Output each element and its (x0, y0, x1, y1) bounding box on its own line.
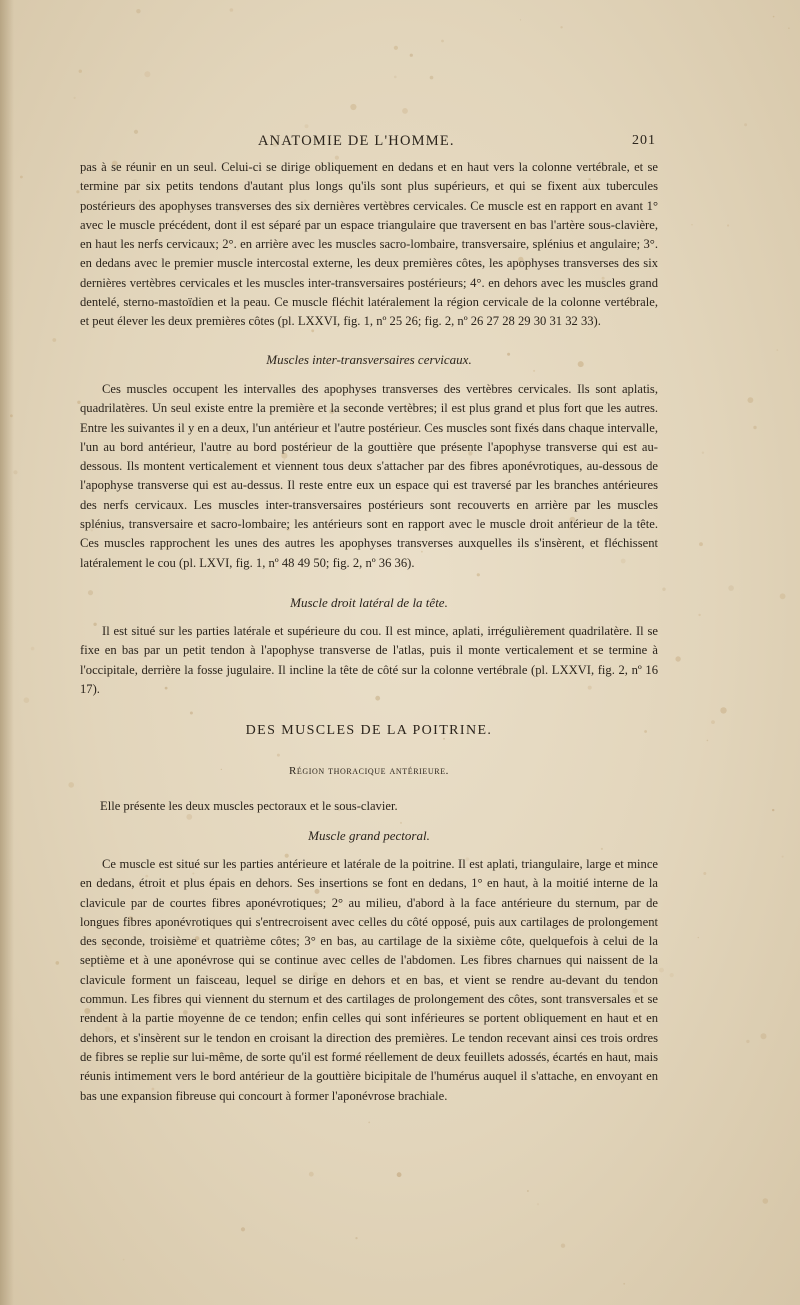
section-heading-inter-transversaires: Muscles inter-transversaires cervicaux. (266, 352, 472, 367)
chapter-heading-poitrine: DES MUSCLES DE LA POITRINE. (245, 723, 493, 738)
page-header (0, 133, 800, 155)
region-heading-thoracique: Région thoracique antérieure. (288, 765, 450, 777)
running-title: ANATOMIE DE L'HOMME. (258, 133, 455, 149)
page-number: 201 (632, 133, 656, 148)
paragraph-scalene-continuation: pas à se réunir en un seul. Celui-ci se dirige obliquement en dedans et en haut vers la colonne vertébrale, et se termine par six petits tendons d'autant plus longs qu'ils sont plus supérieurs, et qui se fixent aux tubercules postérieurs des apophyses transverses des six dernières vertèbres cervicales. Ce muscle est en rapport en avant 1° avec le muscle précédent, dont il est séparé par un espace triangulaire que traversent en bas l'artère sous-clavière, en haut les nerfs cervicaux; 2°. en arrière avec les muscles sacro-lombaire, transversaire, splénius et angulaire; 3°. en dedans avec le premier muscle intercostal externe, les deux premières côtes, les apophyses transverses des six dernières vertèbres cervicales et les muscles inter-transversaires postérieurs; 4°. en dehors avec les muscles grand dentelé, sterno-mastoïdien et la peau. Ce muscle fléchit latéralement la région cervicale de la colonne vertébrale, et peut élever les deux premières côtes (pl. LXXVI, fig. 1, nº 25 26; fig. 2, nº 26 27 28 29 30 31 32 33). (80, 160, 658, 329)
page-gutter-shadow (0, 0, 14, 1305)
paragraph-inter-transversaires: Ces muscles occupent les intervalles des apophyses transverses des vertèbres cervicales. Ils sont aplatis, quadrilatères. Un seul existe entre la première et la seconde vertèbres; il est plus grand et plus fort que les autres. Entre les suivantes il y en a deux, l'un antérieur et l'autre postérieur. Ces muscles sont fixés dans chaque intervalle, l'un au bord antérieur, l'autre au bord postérieur de la gouttière que présente l'apophyse transverse qui est au-dessous. Ils montent verticalement et viennent tous deux s'attacher par des fibres aponévrotiques, au-dessous de l'apophyse transverse qui est au-dessus. Il reste entre eux un espace qui est traversé par les branches antérieures des nerfs cervicaux. Les muscles inter-transversaires postérieurs sont recouverts en arrière par les muscles splénius, transversaire et sacro-lombaire; les antérieurs sont en rapport avec le muscle droit antérieur de la tête. Ces muscles rapprochent les unes des autres les apophyses transverses auxquelles ils s'insèrent, et fléchissent latéralement le cou (pl. LXVI, fig. 1, nº 48 49 50; fig. 2, nº 36 36). (80, 382, 658, 570)
section-heading-droit-lateral: Muscle droit latéral de la tête. (290, 595, 448, 610)
intro-sentence: Elle présente les deux muscles pectoraux et le sous-clavier. (100, 799, 398, 813)
paragraph-droit-lateral: Il est situé sur les parties latérale et supérieure du cou. Il est mince, aplati, irrégulièrement quadrilatère. Il se fixe en bas par un petit tendon à l'apophyse transverse de l'atlas, puis il monte verticalement et se termine à l'occipitale, derrière la fosse jugulaire. Il incline la tête de côté sur la colonne vertébrale (pl. LXXVI, fig. 2, nº 16 17). (80, 624, 658, 696)
paragraph-grand-pectoral: Ce muscle est situé sur les parties antérieure et latérale de la poitrine. Il est aplati, triangulaire, large et mince en dedans, étroit et plus épais en dehors. Ses insertions se font en dedans, 1° en haut, à la moitié interne de la clavicule par de courtes fibres aponévrotiques; 2° au milieu, d'abord à la face antérieure du sternum, par de longues fibres aponévrotiques qui s'entrecroisent avec celles du côté opposé, puis aux cartilages de prolongement des seconde, troisième et quatrième côtes; 3° en bas, au cartilage de la sixième côte, quelquefois à celui de la septième et à une aponévrose qui se continue avec celles de l'abdomen. Les fibres charnues qui naissent de la clavicule forment un faisceau, lequel se dirige en dehors et en bas, et vient se rendre au-devant du tendon commun. Les fibres qui viennent du sternum et des cartilages de prolongement des côtes, sont transversales et se rendent à la partie moyenne de ce tendon; enfin celles qui sont inférieures se portent obliquement en haut et en dehors, et s'insèrent sur le tendon en croisant la direction des premières. Le tendon recevant ainsi ces trois ordres de fibres se replie sur lui-même, de sorte qu'il est formé réellement de deux feuillets adossés, écartés en haut, mais réunis intimement vers le bord antérieur de la gouttière bicipitale de l'humérus auquel il s'attache, en envoyant en bas une expansion fibreuse qui concourt à former l'aponévrose brachiale. (80, 857, 658, 1103)
section-heading-grand-pectoral: Muscle grand pectoral. (308, 828, 430, 843)
